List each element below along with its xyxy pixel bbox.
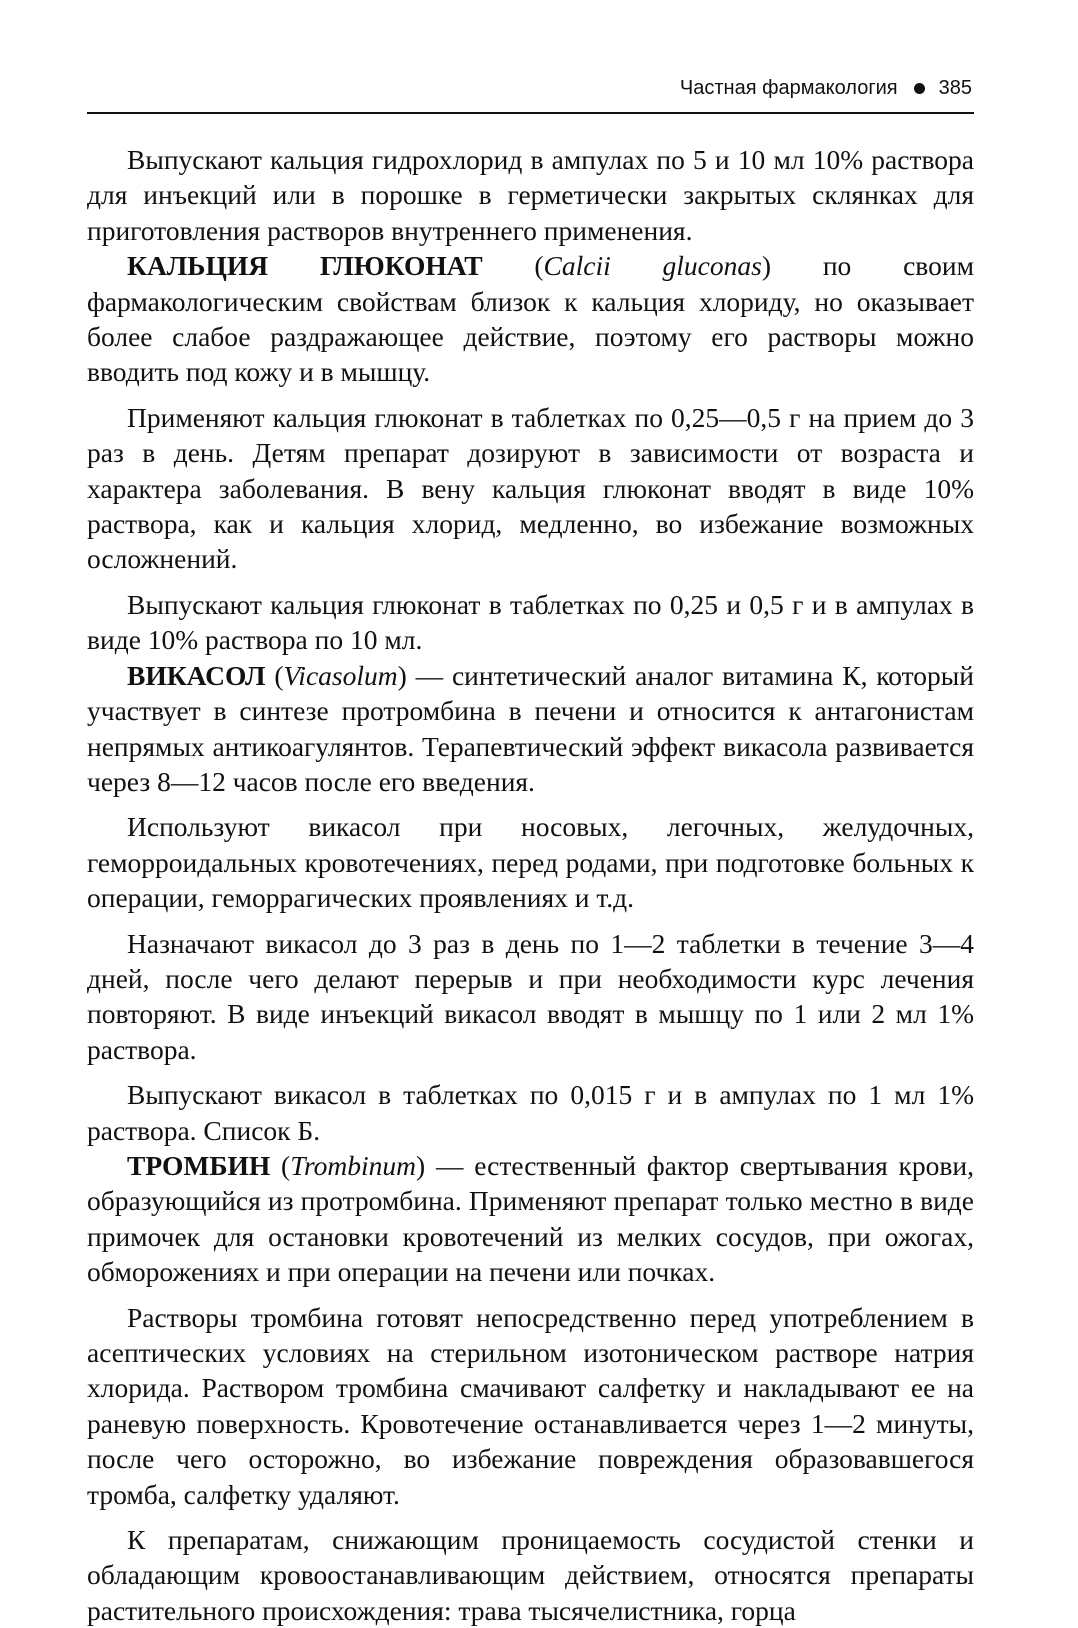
paragraph-calcium-gluconate: КАЛЬЦИЯ ГЛЮКОНАТ (Calcii gluconas) по своим фармакологическим свойствам близок к кальция хлориду, но оказывает более слабое раздражающее действие, поэтому его растворы можно вводить под кожу и в мышцу. (87, 250, 974, 388)
body-text (87, 142, 974, 1628)
paragraph-thrombin-solutions (87, 1300, 974, 1512)
paragraph-text: Используют викасол при носовых, легочных, желудочных, геморроидальных кровотечениях, перед родами, при подготовке больных к операции, геморрагических проявлениях и т.д. (87, 811, 974, 914)
latin-name: Calcii gluconas (543, 250, 762, 282)
paragraph-text: Растворы тромбина готовят непосредственно перед употреблением в асептических условиях на стерильном изотоническом растворе натрия хлорида. Раствором тромбина смачивают салфетку и накладывают ее на раневую поверхность. Кровотечение останавливается через 1—2 минуты, после чего осторожно, во избежание повреждения образовавшегося тромба, салфетку удаляют. (87, 1301, 974, 1510)
paragraph-vicasol-release (87, 1077, 974, 1148)
bullet-icon (914, 83, 925, 94)
running-head (87, 70, 974, 106)
paragraph-calcium-chloride-release (87, 142, 974, 248)
paragraph-text: Назначают викасол до 3 раз в день по 1—2 таблетки в течение 3—4 дней, после чего делают перерыв и при необходимости курс лечения повторяют. В виде инъекций викасол вводят в мышцу по 1 или 2 мл 1% раствора. (87, 927, 974, 1065)
header-rule (87, 112, 974, 114)
paragraph-vicasol-dosage (87, 926, 974, 1068)
book-page (87, 70, 974, 1628)
paragraph-calcium-gluconate-dosage (87, 400, 974, 577)
paragraph-text: Выпускают кальция гидрохлорид в ампулах по 5 и 10 мл 10% раствора для инъекций или в порошке в герметически закрытых склянках для приготовления растворов внутреннего применения. (87, 144, 974, 246)
paragraph-text: Выпускают кальция глюконат в таблетках по 0,25 и 0,5 г и в ампулах в виде 10% раствора по 10 мл. (87, 588, 974, 656)
paragraph-text: по своим фармакологическим свойствам близок к кальция хлориду, но оказывает более слабое раздражающее действие, поэтому его растворы можно вводить под кожу и в мышцу. (87, 250, 974, 388)
paragraph-text: Применяют кальция глюконат в таблетках по 0,25—0,5 г на прием до 3 раз в день. Детям препарат дозируют в зависимости от возраста и характера заболевания. В вену кальция глюконат вводят в виде 10% раствора, как и кальция хлорид, медленно, во избежание возможных осложнений. (87, 401, 974, 575)
paragraph-calcium-gluconate-release (87, 587, 974, 658)
latin-name: Trombinum (290, 1149, 417, 1181)
paragraph-text: К препаратам, снижающим проницаемость сосудистой стенки и обладающим кровоостанавливающим действием, относятся препараты растительного происхождения: трава тысячелистника, горца (87, 1524, 974, 1626)
paragraph-herbal-preparations (87, 1522, 974, 1628)
paragraph-vicasol: ВИКАСОЛ (Vicasolum) — синтетический аналог витамина К, который участвует в синтезе протромбина в печени и относится к антагонистам непрямых антикоагулянтов. Терапевтический эффект викасола развивается через 8—12 часов после его введения. (87, 659, 974, 797)
paragraph-text: — естественный фактор свертывания крови, образующийся из протромбина. Применяют препарат только местно в виде примочек для остановки кровотечений из мелких сосудов, при ожогах, обморожениях и при операции на печени или почках. (87, 1149, 974, 1288)
paragraph-thrombin: ТРОМБИН (Trombinum) — естественный фактор свертывания крови, образующийся из протромбина. Применяют препарат только местно в виде примочек для остановки кровотечений из мелких сосудов, при ожогах, обморожениях и при операции на печени или почках. (87, 1149, 974, 1288)
paragraph-text: — синтетический аналог витамина К, который участвует в синтезе протромбина в печени и относится к антагонистам непрямых антикоагулянтов. Терапевтический эффект викасола развивается через 8—12 часов после его введения. (87, 659, 974, 797)
paragraph-text: Выпускают викасол в таблетках по 0,015 г и в ампулах по 1 мл 1% раствора. Список Б. (87, 1079, 974, 1146)
paragraph-vicasol-usage (87, 809, 974, 915)
latin-name: Vicasolum (283, 659, 398, 691)
drug-name: ТРОМБИН (127, 1149, 271, 1181)
drug-name: ВИКАСОЛ (127, 659, 266, 691)
drug-name: КАЛЬЦИЯ ГЛЮКОНАТ (127, 250, 483, 282)
section-title: Частная фармакология (679, 76, 898, 99)
page-number: 385 (938, 76, 972, 99)
